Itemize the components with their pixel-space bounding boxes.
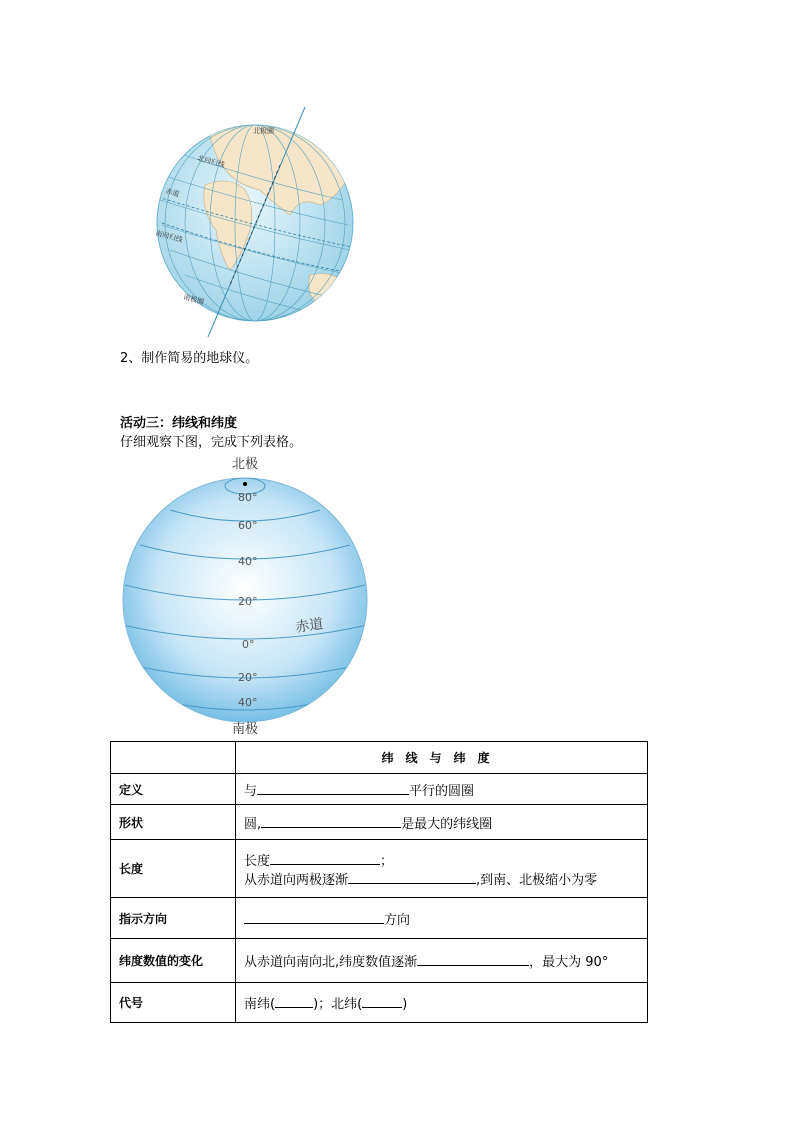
direction-blank[interactable]	[244, 911, 384, 924]
lat-label-20n: 20°	[238, 595, 258, 608]
table-header-empty	[111, 742, 236, 774]
table-row-shape	[111, 805, 648, 840]
row-label-length: 长度	[111, 840, 236, 898]
value-change-blank[interactable]	[417, 953, 529, 966]
value-change-pre: 从赤道向南向北,纬度数值逐渐	[244, 955, 418, 970]
table-row-length	[111, 840, 648, 898]
activity-3-title: 活动三：纬线和纬度	[120, 416, 238, 431]
latitude-table	[110, 741, 648, 1023]
shape-blank[interactable]	[261, 815, 401, 828]
row-label-definition: 定义	[111, 774, 236, 805]
table-header-row	[111, 742, 648, 774]
equator-label: 赤道	[294, 616, 325, 636]
lat-label-40s: 40°	[238, 696, 258, 709]
north-pole-label: 北极	[232, 457, 259, 472]
code-south-blank[interactable]	[275, 995, 313, 1008]
table-row-direction	[111, 898, 648, 939]
value-change-post: ，最大为 90°	[529, 955, 609, 970]
definition-post: 平行的圆圈	[409, 783, 475, 799]
length-line2-post: ,到南、北极缩小为零	[476, 872, 598, 888]
label-tropic-capricorn: 南回归线	[154, 229, 184, 245]
shape-pre: 圆,	[244, 816, 262, 832]
code-end: )	[402, 997, 408, 1012]
globe-tropics-diagram	[150, 105, 365, 340]
shape-post: 是最大的纬线圈	[401, 816, 493, 832]
item-2-text: 2、制作简易的地球仪。	[120, 351, 259, 366]
globe1-land-australia	[309, 274, 345, 305]
label-equator-1: 赤道	[164, 187, 181, 199]
table-header: 纬线与纬度	[236, 742, 648, 774]
length-line2-pre: 从赤道向两极逐渐	[244, 872, 349, 888]
lat-label-60: 60°	[238, 519, 258, 532]
length-blank-1[interactable]	[270, 852, 380, 865]
activity-3-instruction: 仔细观察下图，完成下列表格。	[120, 435, 303, 450]
definition-pre: 与	[244, 783, 258, 799]
label-arctic-circle: 北极圈	[253, 127, 274, 135]
row-label-code: 代号	[111, 983, 236, 1023]
row-label-direction: 指示方向	[111, 898, 236, 939]
globe-latitude-diagram	[110, 455, 380, 740]
label-antarctic-circle: 南极圈	[182, 293, 205, 307]
label-tropic-cancer: 北回归线	[196, 154, 226, 170]
definition-blank[interactable]	[257, 782, 409, 795]
south-pole-label: 南极	[232, 722, 259, 737]
lat-label-80: 80°	[238, 491, 258, 504]
length-line1-pre: 长度	[244, 853, 271, 869]
table-row-value-change	[111, 939, 648, 983]
direction-post: 方向	[384, 912, 411, 928]
lat-label-0: 0°	[242, 638, 255, 651]
code-north-blank[interactable]	[362, 995, 402, 1008]
table-row-code	[111, 983, 648, 1023]
north-pole-dot	[243, 482, 247, 486]
row-label-shape: 形状	[111, 805, 236, 840]
row-label-value-change: 纬度数值的变化	[111, 939, 236, 983]
lat-label-40n: 40°	[238, 555, 258, 568]
code-south: 南纬(	[244, 997, 276, 1012]
code-mid: )；北纬(	[313, 997, 363, 1012]
lat-label-20s: 20°	[238, 671, 258, 684]
table-row-definition	[111, 774, 648, 805]
length-line1-post: ；	[380, 853, 394, 869]
length-blank-2[interactable]	[348, 871, 476, 884]
